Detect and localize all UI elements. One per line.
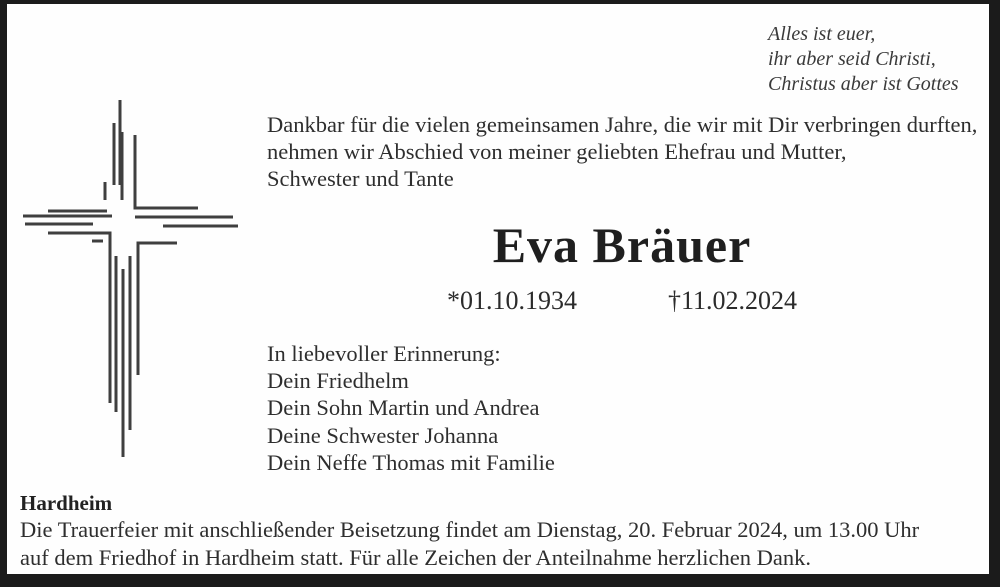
mourner-line: Dein Neffe Thomas mit Familie — [267, 449, 555, 475]
life-dates — [447, 286, 797, 316]
mourner-line: Dein Friedhelm — [267, 368, 409, 394]
funeral-line: auf dem Friedhof in Hardheim statt. Für alle Zeichen der Anteilnahme herzlichen Dank. — [20, 544, 811, 570]
verse-line: ihr aber seid Christi, — [768, 48, 936, 70]
bible-verse — [768, 22, 959, 97]
verse-line: Christus aber ist Gottes — [768, 73, 959, 95]
cross-left-lines — [23, 211, 112, 241]
intro-line: Dankbar für die vielen gemeinsamen Jahre, die wir mit Dir verbringen durften, — [267, 112, 978, 137]
death-date: †11.02.2024 — [667, 286, 797, 315]
place-name: Hardheim — [20, 491, 113, 515]
funeral-line: Die Trauerfeier mit anschließender Beisetzung findet am Dienstag, 20. Februar 2024, um 13.00 Uhr — [20, 517, 920, 542]
cross-top-lines — [105, 100, 122, 200]
memorial-list — [267, 340, 555, 476]
cross-bottom-lines — [116, 256, 130, 457]
mourner-line: Deine Schwester Johanna — [267, 422, 499, 448]
intro-text — [267, 111, 977, 192]
cross-right-lines — [135, 217, 238, 226]
mourner-line: Dein Sohn Martin und Andrea — [267, 395, 540, 421]
intro-line: nehmen wir Abschied von meiner geliebten Ehefrau und Mutter, — [267, 139, 847, 164]
funeral-info — [20, 490, 919, 571]
birth-date: *01.10.1934 — [447, 286, 577, 315]
deceased-name: Eva Bräuer — [492, 217, 752, 273]
deceased-block — [447, 219, 797, 316]
cross-icon — [10, 88, 250, 468]
verse-line: Alles ist euer, — [768, 23, 876, 45]
intro-line: Schwester und Tante — [267, 166, 454, 191]
memorial-heading: In liebevoller Erinnerung: — [267, 341, 501, 366]
